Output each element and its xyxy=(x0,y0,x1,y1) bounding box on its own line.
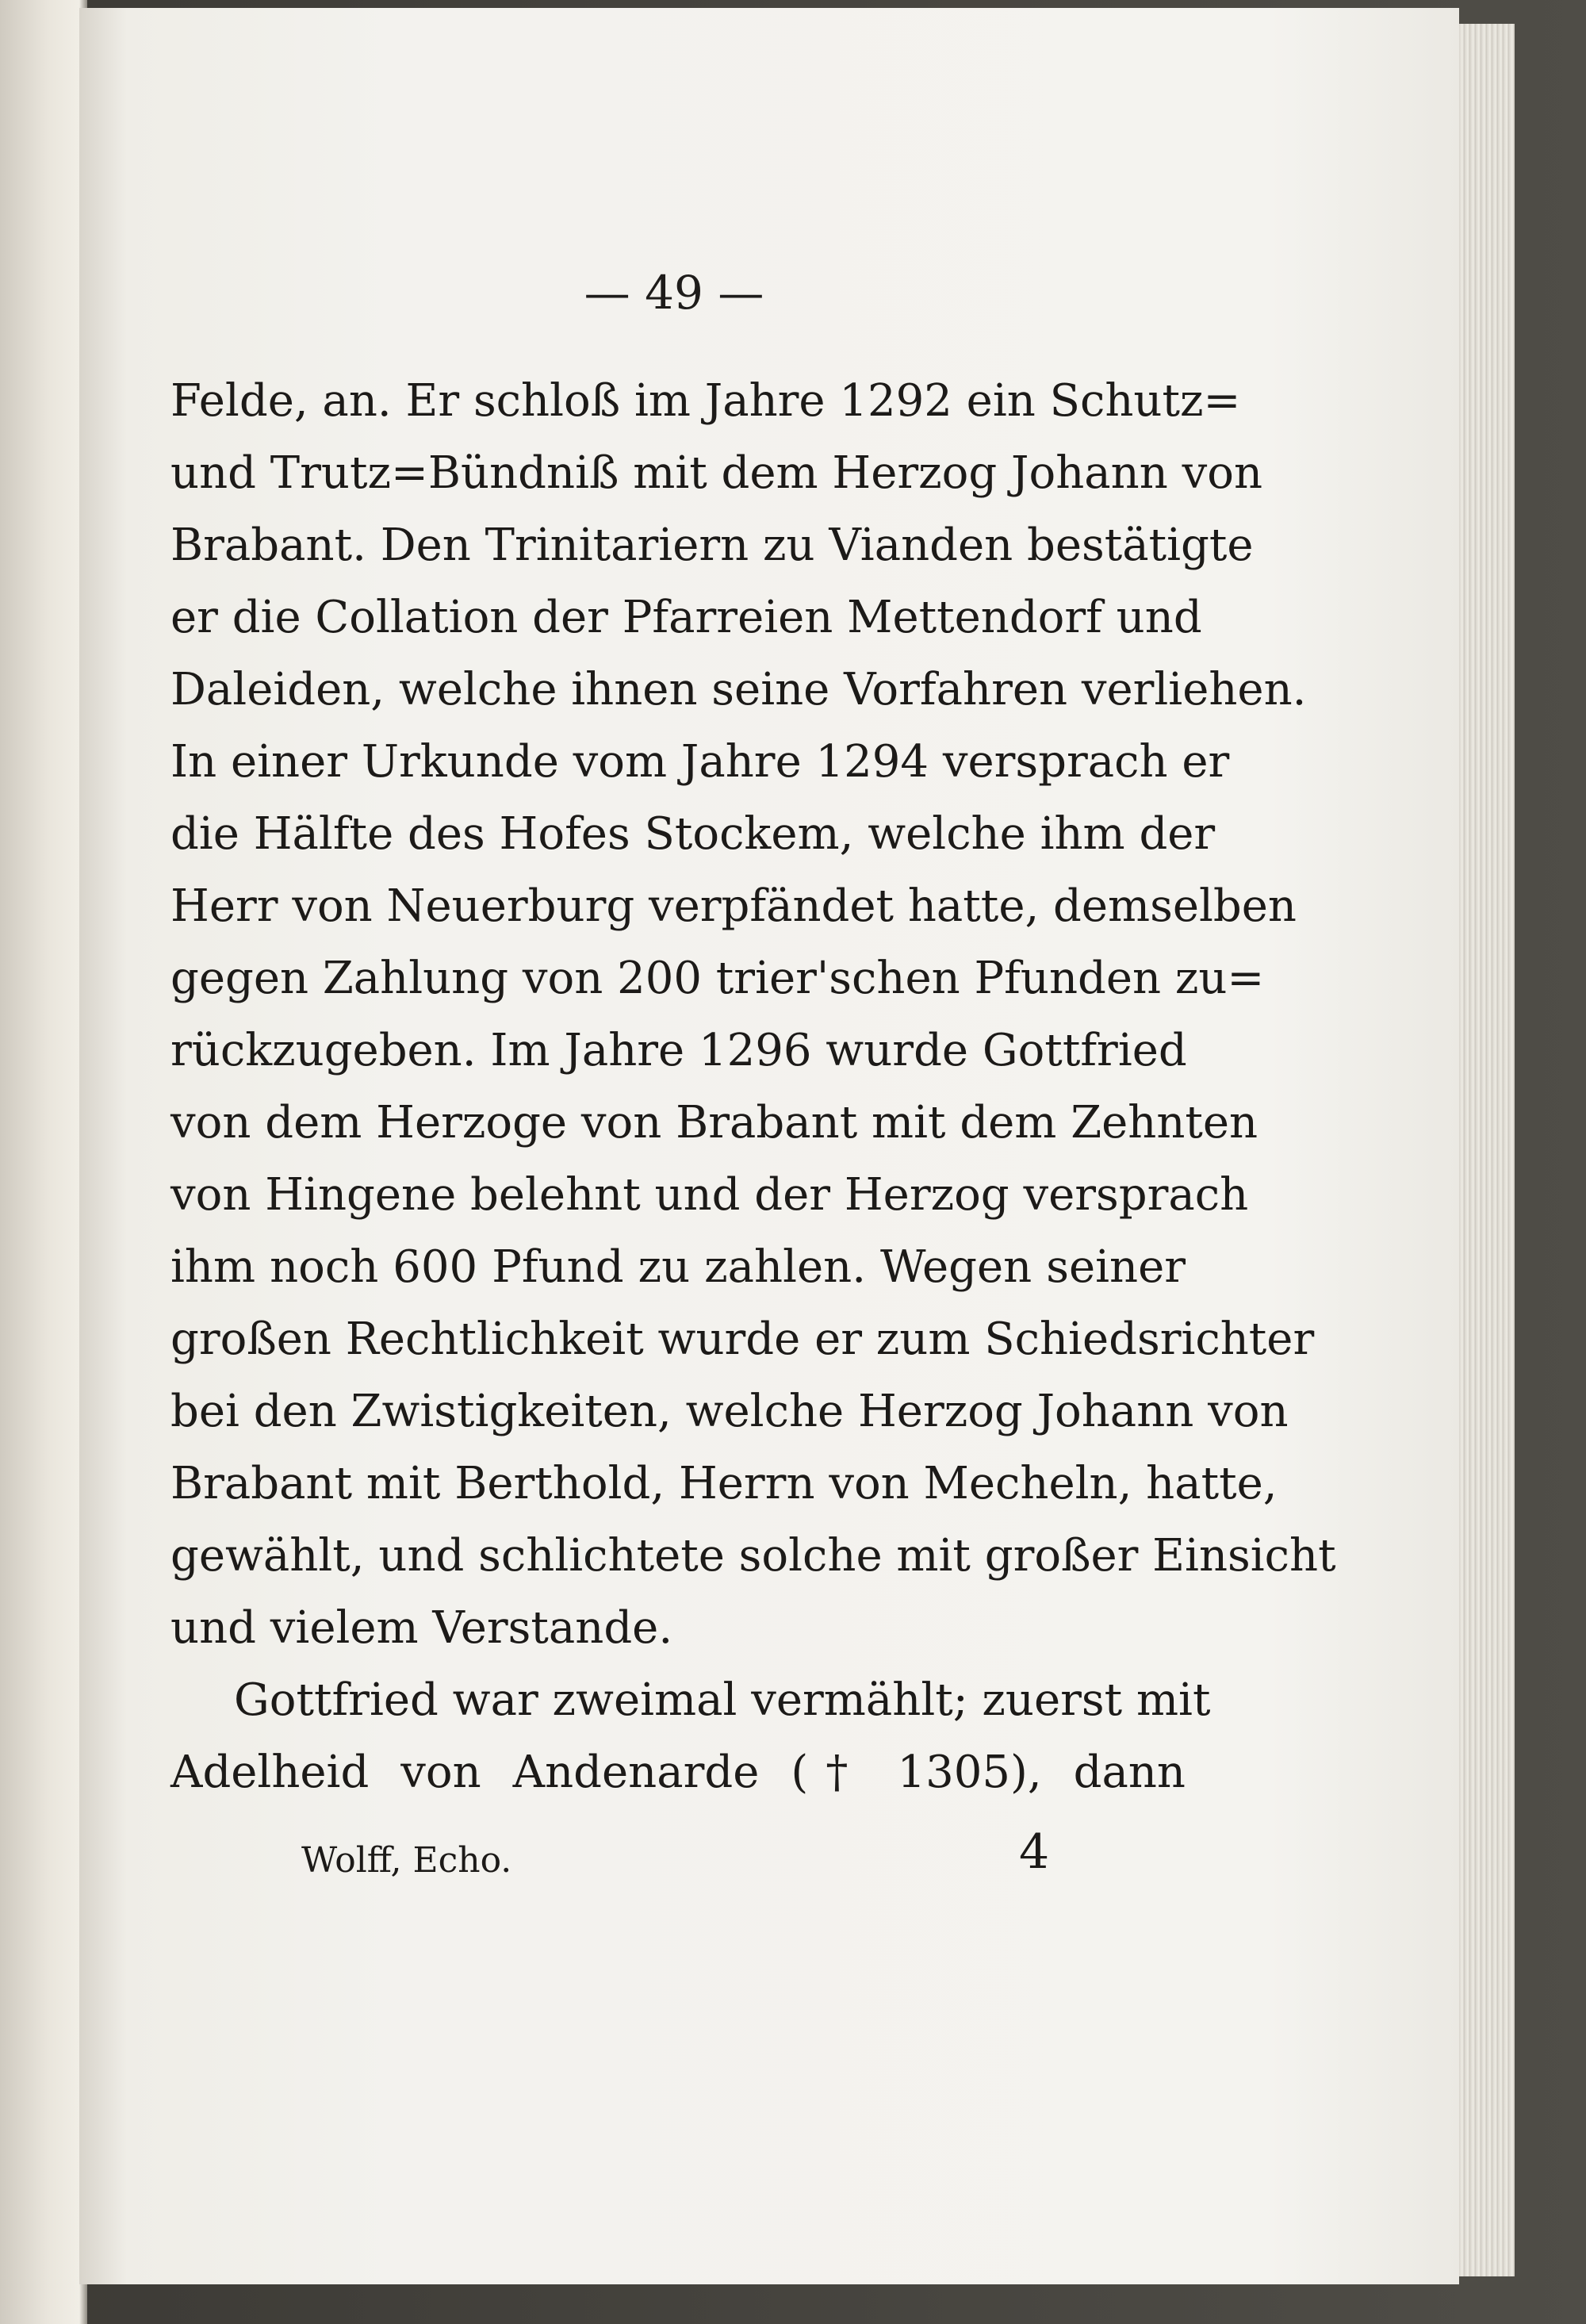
text-line: von dem Herzoge von Brabant mit dem Zehnten xyxy=(170,1097,1258,1149)
text-line: er die Collation der Pfarreien Mettendorf und xyxy=(170,592,1202,643)
text-line: und Trutz=Bündniß mit dem Herzog Johann von xyxy=(170,447,1263,499)
text-line: rückzugeben. Im Jahre 1296 wurde Gottfried xyxy=(170,1025,1187,1076)
text-line: bei den Zwistigkeiten, welche Herzog Johann von xyxy=(170,1386,1289,1437)
text-line: die Hälfte des Hofes Stockem, welche ihm der xyxy=(170,808,1216,860)
text-line: Daleiden, welche ihnen seine Vorfahren verliehen. xyxy=(170,664,1307,715)
text-line: großen Rechtlichkeit wurde er zum Schiedsrichter xyxy=(170,1313,1315,1365)
text-line: von Hingene belehnt und der Herzog versprach xyxy=(170,1169,1249,1221)
text-line: und vielem Verstande. xyxy=(170,1602,673,1654)
footer-sheet-number: 4 xyxy=(1019,1824,1050,1880)
page-number: — 49 — xyxy=(584,266,764,320)
left-page-edge xyxy=(0,0,87,2324)
page-stack-edge xyxy=(1459,24,1515,2276)
text-line: Gottfried war zweimal vermählt; zuerst mit xyxy=(234,1674,1211,1726)
text-line: gegen Zahlung von 200 trier'schen Pfunden zu= xyxy=(170,953,1265,1004)
text-line: ihm noch 600 Pfund zu zahlen. Wegen seiner xyxy=(170,1241,1186,1293)
body-text xyxy=(170,365,1336,1808)
footer-signature: Wolff, Echo. xyxy=(301,1840,512,1881)
page-footer xyxy=(79,1824,1459,1888)
text-line: gewählt, und schlichtete solche mit großer Einsicht xyxy=(170,1530,1336,1582)
text-line: In einer Urkunde vom Jahre 1294 versprach er xyxy=(170,736,1230,788)
text-line: Brabant mit Berthold, Herrn von Mecheln, hatte, xyxy=(170,1458,1278,1509)
text-line: Herr von Neuerburg verpfändet hatte, demselben xyxy=(170,880,1297,932)
text-line: Brabant. Den Trinitariern zu Vianden bestätigte xyxy=(170,520,1254,571)
text-line: Felde, an. Er schloß im Jahre 1292 ein Schutz= xyxy=(170,375,1241,427)
text-line: Adelheid von Andenarde († 1305), dann xyxy=(170,1747,1186,1798)
